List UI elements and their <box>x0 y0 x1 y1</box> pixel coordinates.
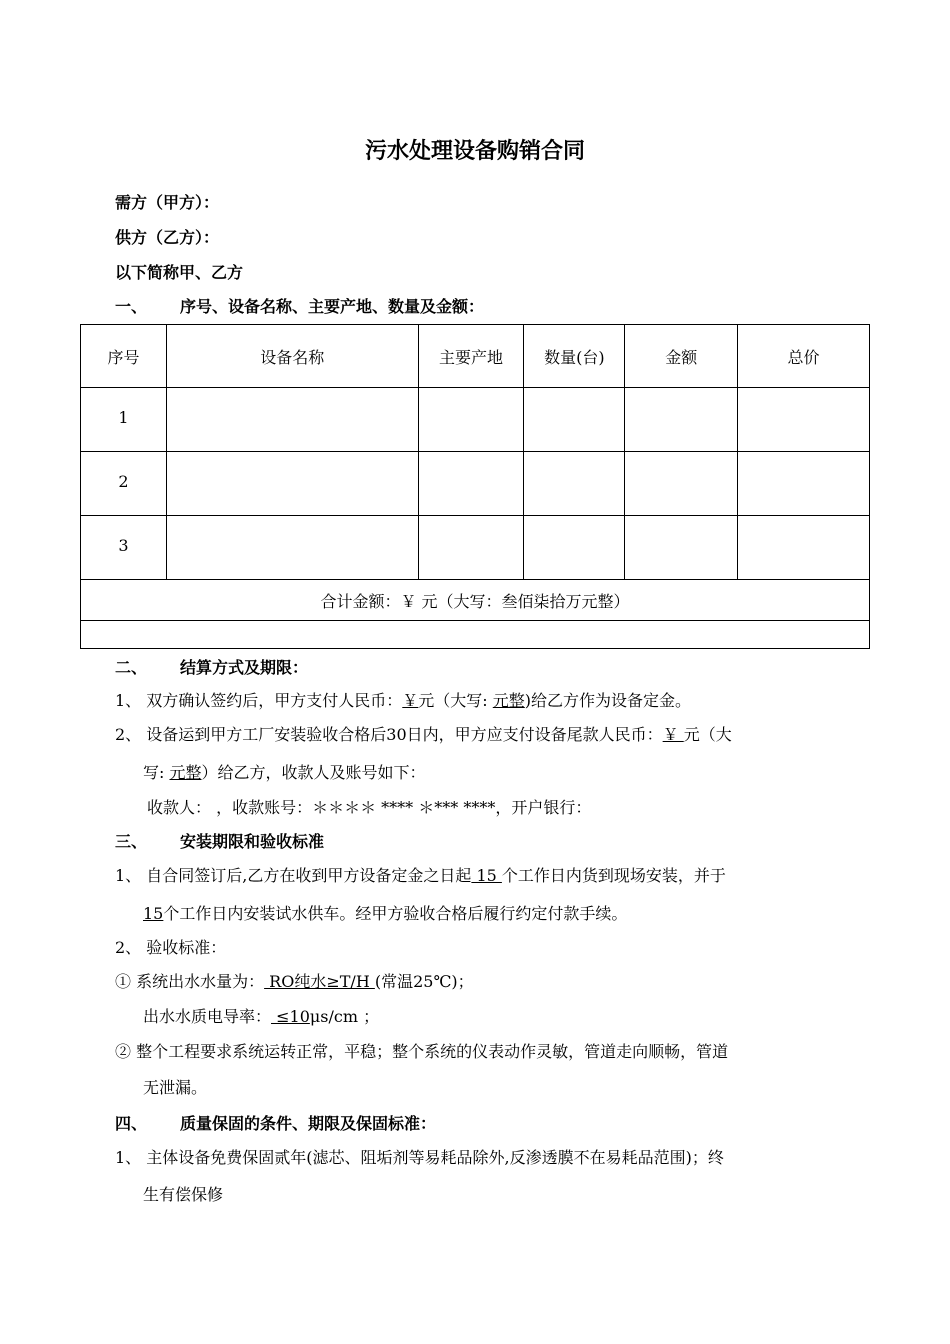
section3-item2: 2、 验收标准： <box>115 938 227 957</box>
table-header-qty: 数量(台) <box>524 325 625 388</box>
table-cell-origin <box>418 516 524 580</box>
criterion1-line1 <box>115 969 474 992</box>
balance-words-field: 元整 <box>169 763 202 782</box>
criterion2-line2: 无泄漏。 <box>143 1078 208 1097</box>
section2-item2-text: ）给乙方，收款人及账号如下： <box>201 763 426 782</box>
section2-item1-text: 元（大写: <box>418 691 493 710</box>
payee-line: 收款人： ，收款账号：＊＊＊＊ **** ＊*** ****，开户银行： <box>147 798 592 817</box>
abbrev-line: 以下简称甲、乙方 <box>115 263 244 282</box>
section3-heading <box>115 829 324 852</box>
table-cell-amount <box>625 452 738 516</box>
table-header-amount: 金额 <box>625 325 738 388</box>
section2-item2-line2 <box>143 760 426 783</box>
table-row <box>81 452 870 516</box>
document-title: 污水处理设备购销合同 <box>364 139 585 164</box>
table-empty-row <box>81 621 870 649</box>
section1-number: 一、 <box>115 297 148 316</box>
table-cell-amount <box>625 388 738 452</box>
equipment-table <box>80 324 870 649</box>
section4-item1-line1: 1、 主体设备免费保固贰年(滤芯、阻垢剂等易耗品除外,反渗透膜不在易耗品范围)；终 <box>115 1148 724 1167</box>
table-cell-qty <box>524 516 625 580</box>
section3-item1-text: 1、 自合同签订后,乙方在收到甲方设备定金之日起 <box>115 866 472 885</box>
section3-item1-text: 个工作日内货到现场安装，并于 <box>501 866 726 885</box>
table-row <box>81 388 870 452</box>
section3-item1-text: 个工作日内安装试水供车。经甲方验收合格后履行约定付款手续。 <box>163 904 628 923</box>
section1-heading <box>115 294 484 317</box>
criterion1-text: μs/cm ； <box>309 1007 380 1026</box>
section2-item2-text: 2、 设备运到甲方工厂安装验收合格后30日内，甲方应支付设备尾款人民币： <box>115 725 663 744</box>
table-header-total: 总价 <box>738 325 870 388</box>
criterion1-line2 <box>143 1004 379 1027</box>
conductivity-field: ≤10 <box>271 1007 310 1026</box>
section2-item1-text: )给乙方作为设备定金。 <box>524 691 692 710</box>
section2-item1-text: 1、 双方确认签约后，甲方支付人民币： <box>115 691 403 710</box>
section4-number: 四、 <box>115 1114 148 1133</box>
section3-title: 安装期限和验收标准 <box>180 832 325 851</box>
install-days-field: 15 <box>143 904 164 923</box>
table-cell-seq: 3 <box>81 516 167 580</box>
table-header-seq: 序号 <box>81 325 167 388</box>
deposit-words-field: 元整 <box>492 691 525 710</box>
criterion1-text: 出水水质电导率： <box>143 1007 272 1026</box>
section4-title: 质量保固的条件、期限及保固标准： <box>180 1114 437 1133</box>
delivery-days-field: 15 <box>471 866 502 885</box>
section4-item1-line2: 生有偿保修 <box>143 1185 224 1204</box>
criterion1-text: ① 系统出水水量为： <box>115 972 265 991</box>
section3-number: 三、 <box>115 832 148 851</box>
section4-heading <box>115 1111 436 1134</box>
table-cell-seq: 2 <box>81 452 167 516</box>
table-empty-cell <box>81 621 870 649</box>
section2-title: 结算方式及期限： <box>180 658 309 677</box>
table-cell-origin <box>418 388 524 452</box>
water-output-field: RO纯水≥T/H <box>264 972 375 991</box>
table-cell-name <box>166 388 418 452</box>
criterion2-line1: ② 整个工程要求系统运转正常，平稳；整个系统的仪表动作灵敏，管道走向顺畅，管道 <box>115 1042 729 1061</box>
deposit-amount-field: ￥ <box>402 691 419 710</box>
section1-title: 序号、设备名称、主要产地、数量及金额： <box>180 297 485 316</box>
table-sum-cell: 合计金额：￥ 元（大写：叁佰柒拾万元整） <box>81 580 870 621</box>
table-cell-amount <box>625 516 738 580</box>
table-cell-total <box>738 388 870 452</box>
seller-line: 供方（乙方）： <box>115 228 220 247</box>
buyer-line: 需方（甲方）： <box>115 193 220 212</box>
balance-amount-field: ￥ <box>662 725 684 744</box>
table-cell-origin <box>418 452 524 516</box>
section2-number: 二、 <box>115 658 148 677</box>
table-header-name: 设备名称 <box>166 325 418 388</box>
section2-heading <box>115 655 308 678</box>
section2-item1 <box>115 688 691 711</box>
table-header-row <box>81 325 870 388</box>
table-cell-seq: 1 <box>81 388 167 452</box>
table-row <box>81 516 870 580</box>
table-sum-row <box>81 580 870 621</box>
table-cell-name <box>166 516 418 580</box>
section2-item2-text: 写: <box>143 763 170 782</box>
table-cell-qty <box>524 452 625 516</box>
table-header-origin: 主要产地 <box>418 325 524 388</box>
section3-item1-line1 <box>115 863 726 886</box>
section2-item2-text: 元（大 <box>683 725 732 744</box>
criterion1-text: (常温25℃)； <box>374 972 474 991</box>
section2-item2-line1 <box>115 722 732 745</box>
table-cell-qty <box>524 388 625 452</box>
table-cell-total <box>738 516 870 580</box>
section3-item1-line2 <box>143 901 627 924</box>
table-cell-total <box>738 452 870 516</box>
table-cell-name <box>166 452 418 516</box>
